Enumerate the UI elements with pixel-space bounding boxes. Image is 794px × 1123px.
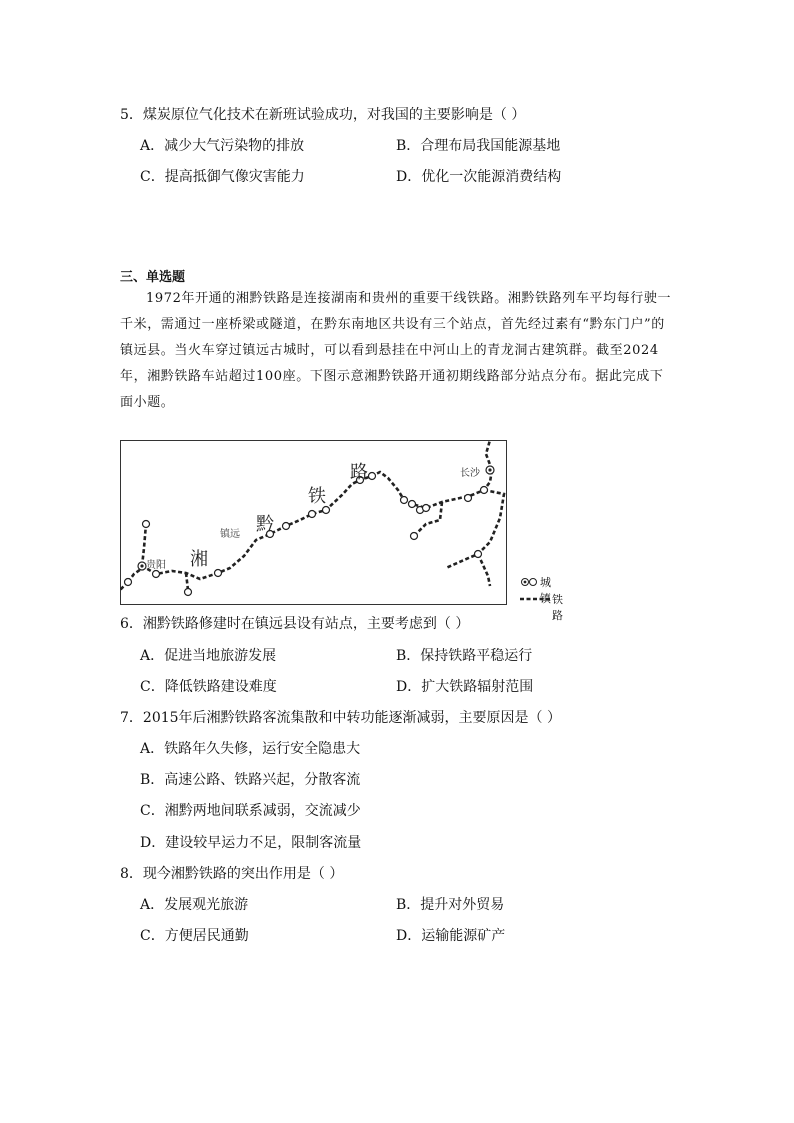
question-8-option-c: C．方便居民通勤	[140, 928, 249, 944]
label-lu: 路	[350, 462, 368, 483]
question-7-option-d: D．建设较早运力不足，限制客流量	[140, 835, 362, 851]
question-8-option-a: A．发展观光旅游	[140, 897, 249, 913]
railway-map	[120, 440, 510, 606]
label-guiyang: 贵阳	[146, 560, 166, 571]
town-symbol-icon	[520, 576, 538, 588]
question-6-option-c: C．降低铁路建设难度	[140, 679, 277, 695]
question-6-option-d: D．扩大铁路辐射范围	[396, 679, 534, 695]
question-8-stem: 8．现今湘黔铁路的突出作用是（ ）	[120, 866, 344, 882]
label-xiang: 湘	[190, 549, 208, 570]
question-8-option-b: B．提升对外贸易	[396, 897, 505, 913]
question-8-option-d: D．运输能源矿产	[396, 928, 506, 944]
question-6-option-b: B．保持铁路平稳运行	[396, 648, 533, 664]
question-7-stem: 7．2015年后湘黔铁路客流集散和中转功能逐渐减弱，主要原因是（ ）	[120, 710, 561, 726]
question-5-option-d: D．优化一次能源消费结构	[396, 169, 562, 185]
question-6-option-a: A．促进当地旅游发展	[140, 648, 277, 664]
reading-passage	[120, 286, 676, 416]
label-qian: 黔	[256, 514, 274, 535]
question-5-option-a: A．减少大气污染物的排放	[140, 138, 305, 154]
map-frame	[121, 441, 507, 605]
question-5-option-b: B．合理布局我国能源基地	[396, 138, 561, 154]
question-7-option-b: B．高速公路、铁路兴起，分散客流	[140, 772, 361, 788]
label-tie: 铁	[308, 486, 326, 507]
question-5-stem: 5．煤炭原位气化技术在新班试验成功，对我国的主要影响是（ ）	[120, 107, 526, 123]
question-5-option-c: C．提高抵御气像灾害能力	[140, 169, 305, 185]
railway-symbol-icon	[520, 593, 550, 605]
section-title: 三、单选题	[120, 270, 186, 285]
question-7-option-a: A．铁路年久失修，运行安全隐患大	[140, 741, 361, 757]
passage-text: 1972年开通的湘黔铁路是连接湖南和贵州的重要干线铁路。湘黔铁路列车平均每行驶一千米，需通过一座桥梁或隧道，在黔东南地区共设有三个站点，首先经过素有“黔东门户”的镇远县。当火车穿过镇远古城时，可以看到悬挂在中河山上的青龙洞古建筑群。截至2024年，湘黔铁路车站超过100座。下图示意湘黔铁路开通初期线路部分站点分布。据此完成下面小题。	[120, 291, 672, 410]
question-7-option-c: C．湘黔两地间联系减弱，交流减少	[140, 803, 361, 819]
legend-railway-label: 铁路	[552, 593, 563, 622]
label-changsha: 长沙	[460, 468, 480, 479]
legend-town-label: 城镇	[540, 576, 551, 605]
label-zhenyuan: 镇远	[220, 529, 240, 540]
question-6-stem: 6．湘黔铁路修建时在镇远县设有站点，主要考虑到（ ）	[120, 616, 470, 632]
